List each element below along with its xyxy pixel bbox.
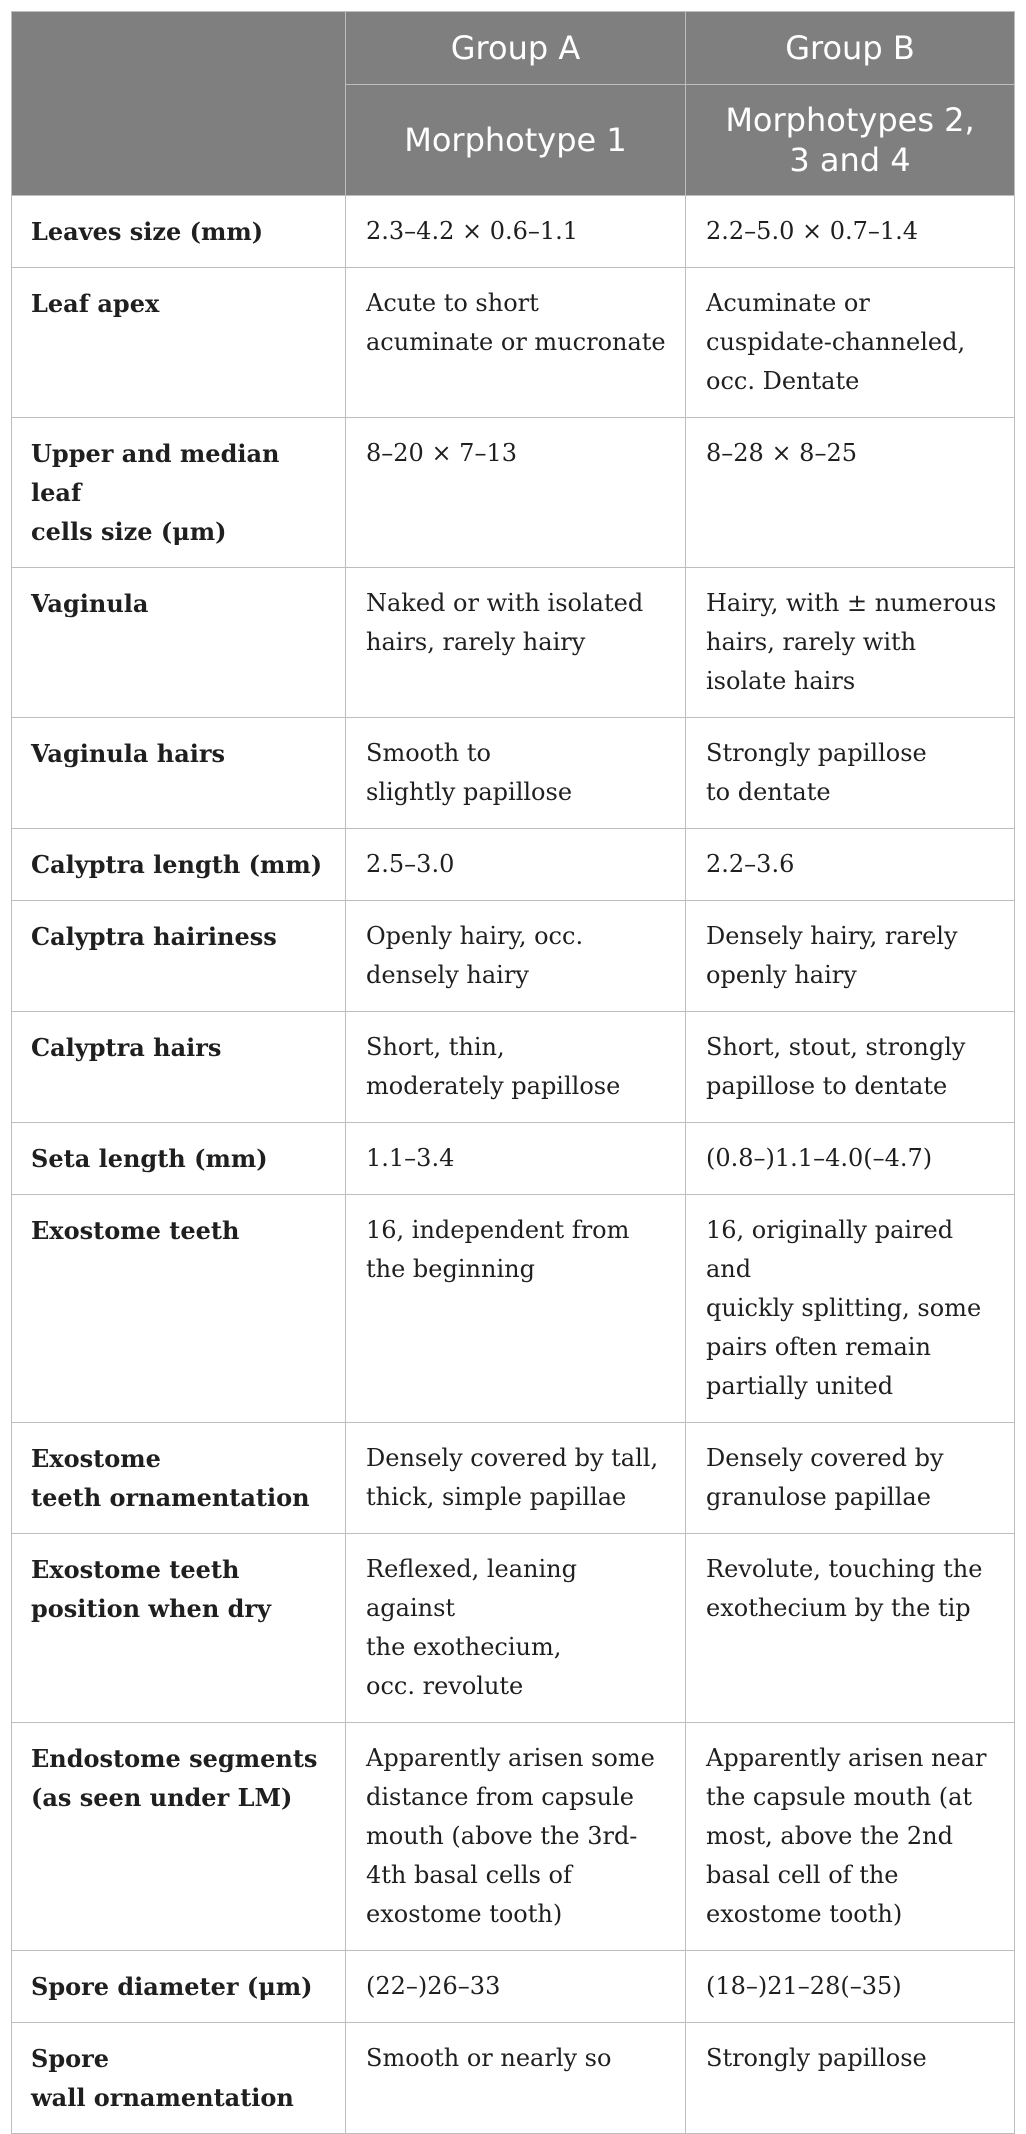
group-a-cell: 16, independent from the beginning [346, 1195, 686, 1423]
row-label-cell: Calyptra length (mm) [12, 829, 346, 901]
group-b-cell: Densely covered by granulose papillae [686, 1423, 1015, 1534]
comparison-table [11, 11, 1015, 2134]
table-row [12, 2023, 1015, 2134]
row-label-cell: Exostome teeth ornamentation [12, 1423, 346, 1534]
header-group-b: Group B [686, 12, 1015, 85]
group-b-cell: Apparently arisen near the capsule mouth (at most, above the 2nd basal cell of the exostome tooth) [686, 1723, 1015, 1951]
table-row [12, 196, 1015, 268]
row-label-cell: Leaves size (mm) [12, 196, 346, 268]
row-label-cell: Endostome segments (as seen under LM) [12, 1723, 346, 1951]
group-a-cell: Short, thin, moderately papillose [346, 1012, 686, 1123]
group-b-cell: Strongly papillose to dentate [686, 718, 1015, 829]
table-row [12, 1534, 1015, 1723]
group-b-cell: 8–28 × 8–25 [686, 418, 1015, 568]
row-label-cell: Vaginula hairs [12, 718, 346, 829]
group-a-cell: Smooth or nearly so [346, 2023, 686, 2134]
table-row [12, 418, 1015, 568]
table-row [12, 1951, 1015, 2023]
group-b-cell: 16, originally paired and quickly splitting, some pairs often remain partially united [686, 1195, 1015, 1423]
group-b-cell: 2.2–3.6 [686, 829, 1015, 901]
group-a-cell: Acute to short acuminate or mucronate [346, 268, 686, 418]
group-b-cell: Densely hairy, rarely openly hairy [686, 901, 1015, 1012]
group-b-cell: (18–)21–28(–35) [686, 1951, 1015, 2023]
row-label-cell: Upper and median leaf cells size (μm) [12, 418, 346, 568]
group-a-cell: Openly hairy, occ. densely hairy [346, 901, 686, 1012]
table-row [12, 901, 1015, 1012]
table-body [12, 196, 1015, 2134]
group-a-cell: (22–)26–33 [346, 1951, 686, 2023]
group-a-cell: Naked or with isolated hairs, rarely hairy [346, 568, 686, 718]
row-label-cell: Vaginula [12, 568, 346, 718]
group-a-cell: 1.1–3.4 [346, 1123, 686, 1195]
header-morphotype-b: Morphotypes 2, 3 and 4 [686, 85, 1015, 196]
header-corner-cell [12, 12, 346, 196]
group-a-cell: 8–20 × 7–13 [346, 418, 686, 568]
table-row [12, 568, 1015, 718]
row-label-cell: Calyptra hairs [12, 1012, 346, 1123]
group-b-cell: Short, stout, strongly papillose to dentate [686, 1012, 1015, 1123]
table-row [12, 1012, 1015, 1123]
group-a-cell: 2.3–4.2 × 0.6–1.1 [346, 196, 686, 268]
header-group-a: Group A [346, 12, 686, 85]
group-b-cell: Hairy, with ± numerous hairs, rarely with isolate hairs [686, 568, 1015, 718]
row-label-cell: Spore diameter (μm) [12, 1951, 346, 2023]
row-label-cell: Exostome teeth [12, 1195, 346, 1423]
row-label-cell: Spore wall ornamentation [12, 2023, 346, 2134]
row-label-cell: Exostome teeth position when dry [12, 1534, 346, 1723]
group-a-cell: Apparently arisen some distance from capsule mouth (above the 3rd- 4th basal cells of exostome tooth) [346, 1723, 686, 1951]
table-row [12, 718, 1015, 829]
group-a-cell: Smooth to slightly papillose [346, 718, 686, 829]
group-b-cell: 2.2–5.0 × 0.7–1.4 [686, 196, 1015, 268]
table-row [12, 1195, 1015, 1423]
table-row [12, 829, 1015, 901]
group-a-cell: Reflexed, leaning against the exothecium, occ. revolute [346, 1534, 686, 1723]
table-row [12, 268, 1015, 418]
table-row [12, 1423, 1015, 1534]
group-b-cell: Acuminate or cuspidate-channeled, occ. Dentate [686, 268, 1015, 418]
group-b-cell: Revolute, touching the exothecium by the tip [686, 1534, 1015, 1723]
group-a-cell: Densely covered by tall, thick, simple papillae [346, 1423, 686, 1534]
group-b-cell: Strongly papillose [686, 2023, 1015, 2134]
table-row [12, 1123, 1015, 1195]
group-a-cell: 2.5–3.0 [346, 829, 686, 901]
row-label-cell: Leaf apex [12, 268, 346, 418]
header-row-groups [12, 12, 1015, 85]
row-label-cell: Seta length (mm) [12, 1123, 346, 1195]
group-b-cell: (0.8–)1.1–4.0(–4.7) [686, 1123, 1015, 1195]
header-morphotype-a: Morphotype 1 [346, 85, 686, 196]
table-row [12, 1723, 1015, 1951]
table-header [12, 12, 1015, 196]
row-label-cell: Calyptra hairiness [12, 901, 346, 1012]
